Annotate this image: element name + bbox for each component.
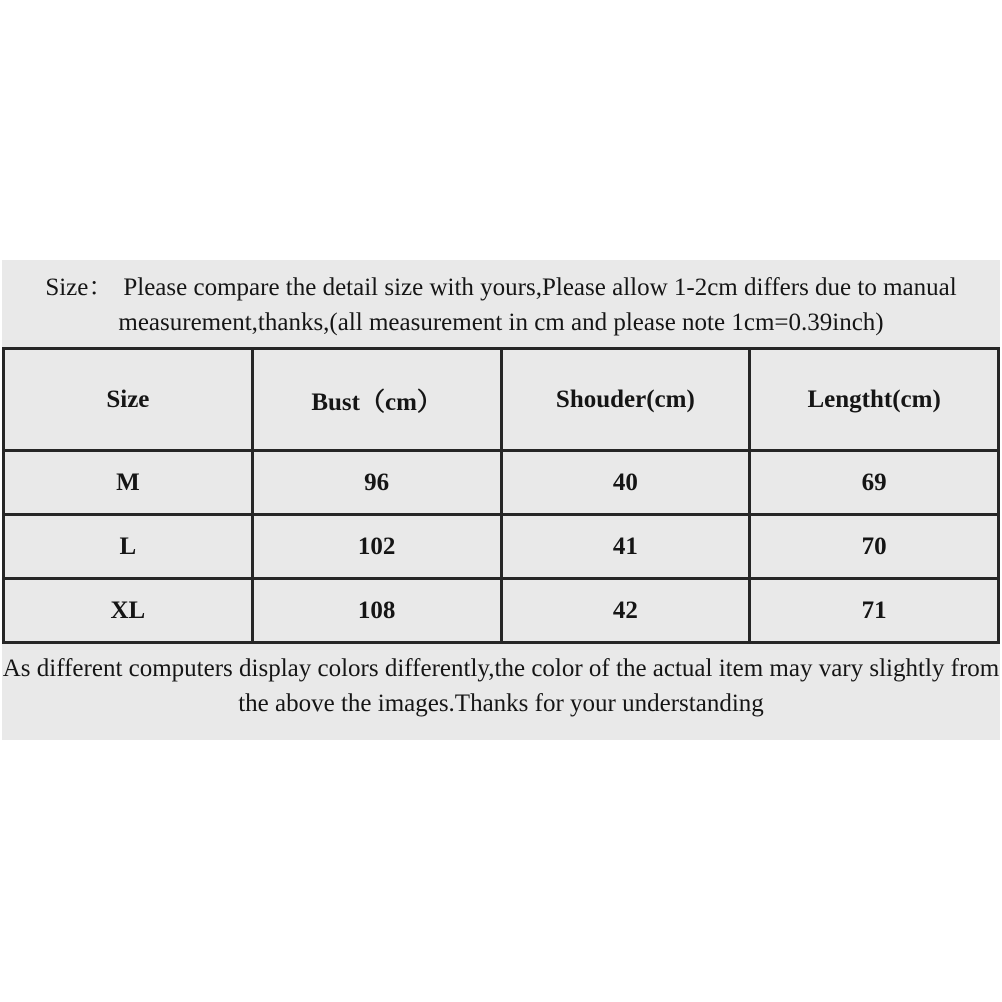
size-table-header-row	[4, 349, 999, 451]
color-disclaimer-line1: As different computers display colors differently,the color of the actual item may vary slightly from	[2, 655, 1000, 682]
cell-size: L	[4, 515, 253, 579]
size-info-panel	[2, 260, 1000, 740]
table-row-m	[4, 451, 999, 515]
size-table	[2, 347, 1000, 644]
size-table-header	[4, 349, 999, 451]
cell-bust: 108	[252, 579, 501, 643]
size-table-body	[4, 451, 999, 643]
cell-length: 69	[750, 451, 999, 515]
cell-length: 70	[750, 515, 999, 579]
cell-length: 71	[750, 579, 999, 643]
table-row-l	[4, 515, 999, 579]
cell-bust: 102	[252, 515, 501, 579]
size-note-line1-text: Please compare the detail size with yours,Please allow 1-2cm differs due to manual	[123, 274, 957, 301]
cell-shoulder: 42	[501, 579, 750, 643]
color-disclaimer-line2: the above the images.Thanks for your understanding	[238, 690, 764, 717]
size-note-label: Size：	[45, 274, 114, 301]
size-note	[2, 260, 1000, 347]
cell-size: XL	[4, 579, 253, 643]
cell-bust: 96	[252, 451, 501, 515]
table-row-xl	[4, 579, 999, 643]
cell-shoulder: 41	[501, 515, 750, 579]
size-note-line2: measurement,thanks,(all measurement in cm and please note 1cm=0.39inch)	[118, 309, 884, 336]
cell-size: M	[4, 451, 253, 515]
column-header-shoulder: Shouder(cm)	[501, 349, 750, 451]
column-header-length: Lengtht(cm)	[750, 349, 999, 451]
column-header-size: Size	[4, 349, 253, 451]
column-header-bust: Bust（cm）	[252, 349, 501, 451]
cell-shoulder: 40	[501, 451, 750, 515]
size-note-line1	[2, 270, 1000, 305]
color-disclaimer	[2, 644, 1000, 724]
